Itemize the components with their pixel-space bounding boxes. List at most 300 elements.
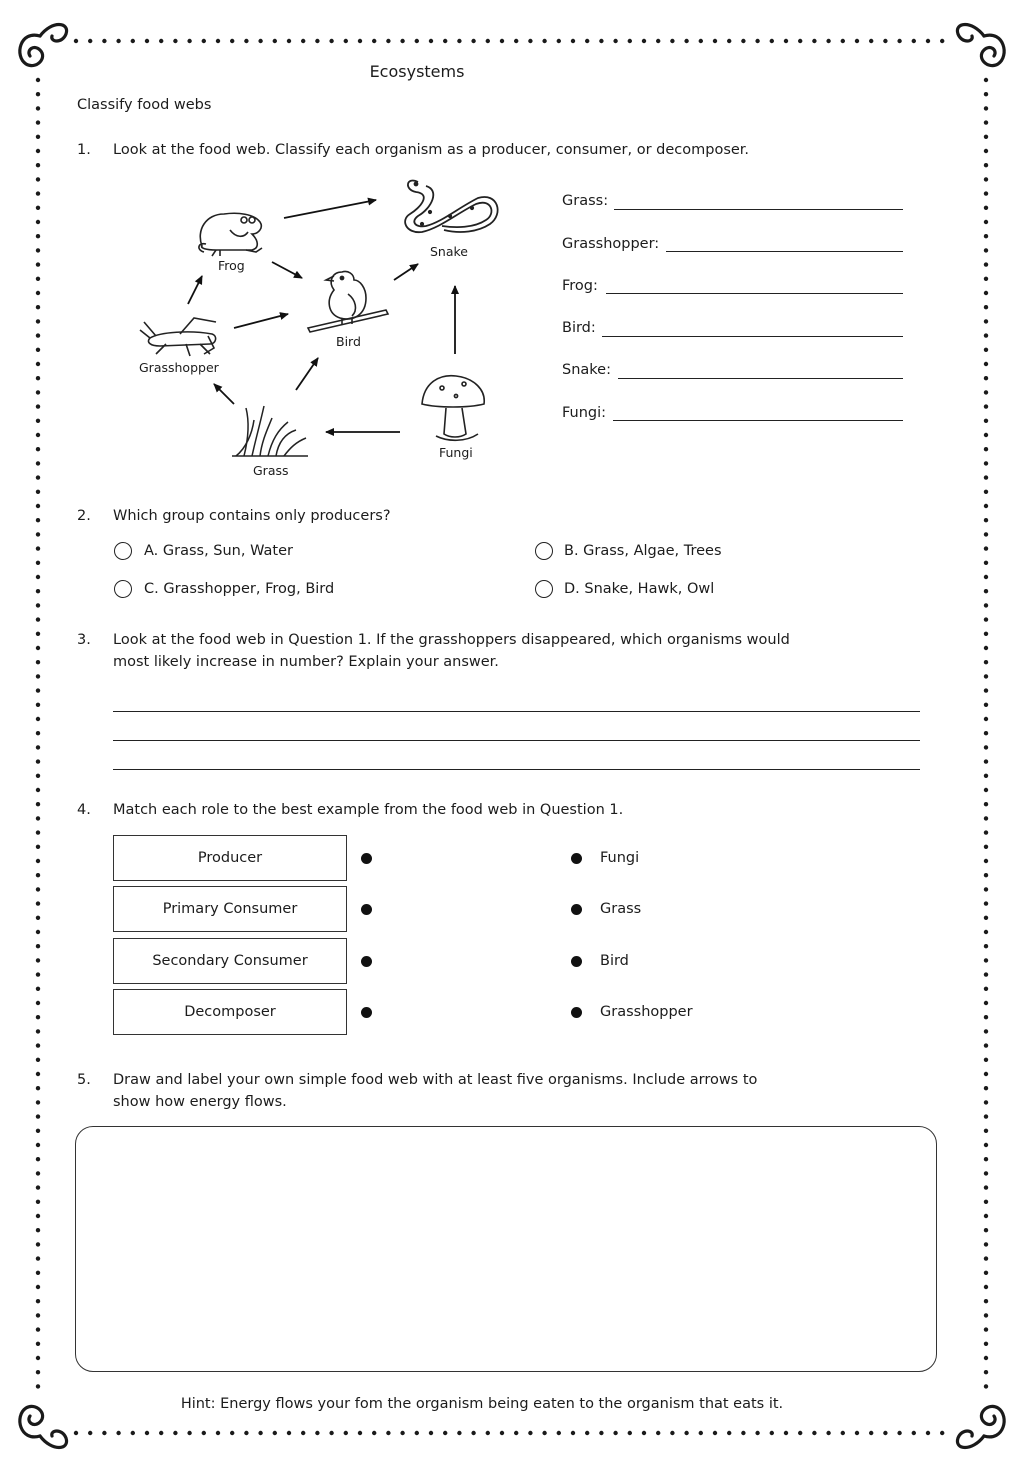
border-dot xyxy=(315,39,319,43)
border-dot xyxy=(984,191,988,195)
border-dot xyxy=(984,674,988,678)
border-dot xyxy=(940,1431,944,1435)
border-dot xyxy=(36,319,40,323)
border-dot xyxy=(984,1214,988,1218)
border-dot xyxy=(984,987,988,991)
border-dot xyxy=(471,39,475,43)
answer-label-frog: Frog: xyxy=(562,278,598,294)
border-dot xyxy=(36,745,40,749)
border-dot xyxy=(984,135,988,139)
border-dot xyxy=(984,845,988,849)
border-dot xyxy=(984,461,988,465)
grass-icon xyxy=(232,406,308,456)
border-dot xyxy=(984,92,988,96)
border-dot xyxy=(984,1200,988,1204)
border-dot xyxy=(36,163,40,167)
border-dot xyxy=(131,39,135,43)
hint-text: Hint: Energy flows your fom the organism being eaten to the organism that eats it. xyxy=(180,1396,784,1412)
border-dot xyxy=(457,1431,461,1435)
page-title: Ecosystems xyxy=(369,62,465,81)
answer-field-frog[interactable] xyxy=(606,293,903,294)
border-dot xyxy=(713,1431,717,1435)
border-dot xyxy=(984,632,988,636)
label-snake: Snake xyxy=(430,244,469,259)
border-dot xyxy=(36,461,40,465)
border-dot xyxy=(36,1356,40,1360)
border-dot xyxy=(36,788,40,792)
border-dot xyxy=(984,433,988,437)
border-dot xyxy=(36,731,40,735)
border-dot xyxy=(984,561,988,565)
border-dot xyxy=(670,39,674,43)
border-dot xyxy=(984,788,988,792)
border-dot xyxy=(36,518,40,522)
option-d-radio[interactable] xyxy=(535,580,553,598)
border-dot xyxy=(984,646,988,650)
border-dot xyxy=(36,376,40,380)
border-dot xyxy=(869,39,873,43)
border-dot xyxy=(36,404,40,408)
border-dot xyxy=(500,39,504,43)
border-dot xyxy=(984,376,988,380)
example-dot-grasshopper[interactable] xyxy=(571,1007,582,1018)
border-dot xyxy=(202,1431,206,1435)
q5-text-line1: Draw and label your own simple food web with at least five organisms. Include arrows to xyxy=(113,1072,758,1088)
role-dot-primary-consumer[interactable] xyxy=(361,904,372,915)
border-dot xyxy=(88,39,92,43)
border-dot xyxy=(984,1327,988,1331)
border-dot xyxy=(36,206,40,210)
border-dot xyxy=(585,1431,589,1435)
border-dot xyxy=(36,845,40,849)
border-dot xyxy=(36,177,40,181)
role-dot-decomposer[interactable] xyxy=(361,1007,372,1018)
border-dot xyxy=(36,1214,40,1218)
border-dot xyxy=(400,39,404,43)
role-dot-secondary-consumer[interactable] xyxy=(361,956,372,967)
border-dot xyxy=(599,39,603,43)
border-dot xyxy=(443,1431,447,1435)
border-dot xyxy=(984,333,988,337)
border-dot xyxy=(984,305,988,309)
border-dot xyxy=(36,1185,40,1189)
border-dot xyxy=(984,1157,988,1161)
border-dot xyxy=(984,944,988,948)
border-dot xyxy=(36,92,40,96)
border-dot xyxy=(670,1431,674,1435)
border-dot xyxy=(36,1370,40,1374)
border-dot xyxy=(770,1431,774,1435)
border-dot xyxy=(36,1256,40,1260)
border-dot xyxy=(812,39,816,43)
border-dot xyxy=(36,1327,40,1331)
border-dot xyxy=(202,39,206,43)
option-c-label: C. Grasshopper, Frog, Bird xyxy=(144,581,335,597)
border-dot xyxy=(557,39,561,43)
border-dot xyxy=(984,1271,988,1275)
border-dot xyxy=(984,802,988,806)
border-dot xyxy=(984,1043,988,1047)
border-dot xyxy=(486,1431,490,1435)
border-dot xyxy=(36,802,40,806)
border-dot xyxy=(36,333,40,337)
border-dot xyxy=(984,1242,988,1246)
border-dot xyxy=(984,291,988,295)
answer-label-fungi: Fungi: xyxy=(562,405,607,421)
border-dot xyxy=(131,1431,135,1435)
border-dot xyxy=(984,447,988,451)
border-dot xyxy=(855,39,859,43)
border-dot xyxy=(798,1431,802,1435)
border-dot xyxy=(36,774,40,778)
border-dot xyxy=(36,589,40,593)
border-dot xyxy=(36,646,40,650)
answer-field-grass[interactable] xyxy=(614,209,903,210)
border-dot xyxy=(984,163,988,167)
border-dot xyxy=(784,39,788,43)
border-dot xyxy=(36,617,40,621)
border-dot xyxy=(897,39,901,43)
border-dot xyxy=(301,39,305,43)
border-dot xyxy=(216,1431,220,1435)
border-dot xyxy=(727,39,731,43)
q3-number: 3. xyxy=(77,632,91,648)
example-dot-fungi[interactable] xyxy=(571,853,582,864)
border-dot xyxy=(400,1431,404,1435)
answer-field-bird[interactable] xyxy=(602,336,903,337)
border-dot xyxy=(984,518,988,522)
role-dot-producer[interactable] xyxy=(361,853,372,864)
page-subtitle: Classify food webs xyxy=(77,97,212,113)
border-dot xyxy=(116,39,120,43)
option-d-label: D. Snake, Hawk, Owl xyxy=(564,581,715,597)
role-box-primary-consumer: Primary Consumer xyxy=(113,886,347,932)
border-dot xyxy=(358,39,362,43)
border-dot xyxy=(486,39,490,43)
border-dot xyxy=(984,1370,988,1374)
border-dot xyxy=(984,816,988,820)
border-dot xyxy=(727,1431,731,1435)
border-dot xyxy=(36,561,40,565)
border-dot xyxy=(984,1185,988,1189)
border-dot xyxy=(443,39,447,43)
border-dot xyxy=(36,674,40,678)
q5-text-line2: show how energy flows. xyxy=(113,1094,287,1110)
border-dot xyxy=(102,39,106,43)
answer-label-grass: Grass: xyxy=(562,193,609,209)
border-dot xyxy=(713,39,717,43)
border-dot xyxy=(528,39,532,43)
border-dot xyxy=(36,532,40,536)
border-dot xyxy=(102,1431,106,1435)
border-dot xyxy=(557,1431,561,1435)
border-dot xyxy=(36,433,40,437)
border-dot xyxy=(984,1228,988,1232)
border-dot xyxy=(36,106,40,110)
border-dot xyxy=(36,1043,40,1047)
example-dot-bird[interactable] xyxy=(571,956,582,967)
drawing-area[interactable] xyxy=(75,1126,937,1372)
border-dot xyxy=(841,1431,845,1435)
border-dot xyxy=(36,1086,40,1090)
example-dot-grass[interactable] xyxy=(571,904,582,915)
border-dot xyxy=(984,703,988,707)
border-dot xyxy=(36,958,40,962)
border-dot xyxy=(36,390,40,394)
border-dot xyxy=(628,39,632,43)
border-dot xyxy=(984,1256,988,1260)
border-dot xyxy=(36,1058,40,1062)
border-dot xyxy=(36,603,40,607)
border-dot xyxy=(36,291,40,295)
answer-field-grasshopper[interactable] xyxy=(666,251,903,252)
q2-text: Which group contains only producers? xyxy=(113,508,391,524)
border-dot xyxy=(36,873,40,877)
border-dot xyxy=(36,1157,40,1161)
answer-field-snake[interactable] xyxy=(618,378,903,379)
border-dot xyxy=(230,39,234,43)
border-dot xyxy=(145,1431,149,1435)
border-dot xyxy=(798,39,802,43)
border-dot xyxy=(984,617,988,621)
border-dot xyxy=(984,745,988,749)
border-dot xyxy=(984,1129,988,1133)
border-dot xyxy=(36,504,40,508)
border-dot xyxy=(984,78,988,82)
option-b-radio[interactable] xyxy=(535,542,553,560)
border-dot xyxy=(628,1431,632,1435)
border-dot xyxy=(36,362,40,366)
border-dot xyxy=(372,1431,376,1435)
border-dot xyxy=(329,1431,333,1435)
border-dot xyxy=(315,1431,319,1435)
border-dot xyxy=(74,1431,78,1435)
q4-text: Match each role to the best example from the food web in Question 1. xyxy=(113,802,624,818)
border-dot xyxy=(36,1015,40,1019)
border-dot xyxy=(883,1431,887,1435)
border-dot xyxy=(36,220,40,224)
border-dot xyxy=(897,1431,901,1435)
q1-number: 1. xyxy=(77,142,91,158)
border-dot xyxy=(344,39,348,43)
q4-number: 4. xyxy=(77,802,91,818)
border-dot xyxy=(36,1242,40,1246)
border-dot xyxy=(36,660,40,664)
border-dot xyxy=(984,1058,988,1062)
example-label-grass: Grass xyxy=(600,901,642,917)
option-a-radio[interactable] xyxy=(114,542,132,560)
border-dot xyxy=(36,546,40,550)
border-dot xyxy=(984,177,988,181)
border-dot xyxy=(329,39,333,43)
border-dot xyxy=(36,717,40,721)
border-dot xyxy=(812,1431,816,1435)
bird-icon xyxy=(308,271,388,332)
border-dot xyxy=(755,1431,759,1435)
border-dot xyxy=(684,1431,688,1435)
border-dot xyxy=(656,1431,660,1435)
border-dot xyxy=(429,1431,433,1435)
border-dot xyxy=(36,1285,40,1289)
border-dot xyxy=(984,916,988,920)
border-dot xyxy=(500,1431,504,1435)
border-dot xyxy=(244,1431,248,1435)
border-dot xyxy=(599,1431,603,1435)
border-dot xyxy=(36,987,40,991)
option-b-label: B. Grass, Algae, Trees xyxy=(564,543,722,559)
border-dot xyxy=(984,206,988,210)
border-dot xyxy=(984,220,988,224)
border-dot xyxy=(984,1015,988,1019)
border-dot xyxy=(984,1342,988,1346)
border-dot xyxy=(36,1342,40,1346)
border-dot xyxy=(36,348,40,352)
border-dot xyxy=(258,1431,262,1435)
border-dot xyxy=(36,944,40,948)
border-dot xyxy=(187,39,191,43)
border-dot xyxy=(984,475,988,479)
border-dot xyxy=(36,1129,40,1133)
border-dot xyxy=(984,873,988,877)
example-label-fungi: Fungi xyxy=(600,850,640,866)
q3-answer-line-3[interactable] xyxy=(113,769,920,770)
border-dot xyxy=(145,39,149,43)
border-dot xyxy=(984,1384,988,1388)
border-dot xyxy=(36,1384,40,1388)
energy-arrows xyxy=(188,200,455,432)
border-dot xyxy=(74,39,78,43)
label-grasshopper: Grasshopper xyxy=(139,360,219,375)
border-dot xyxy=(514,39,518,43)
answer-field-fungi[interactable] xyxy=(613,420,903,421)
border-dot xyxy=(984,887,988,891)
border-dot xyxy=(36,1072,40,1076)
border-dot xyxy=(741,39,745,43)
border-dot xyxy=(984,575,988,579)
border-dot xyxy=(855,1431,859,1435)
label-bird: Bird xyxy=(336,334,361,349)
border-dot xyxy=(36,1029,40,1033)
border-dot xyxy=(36,859,40,863)
border-dot xyxy=(984,830,988,834)
fungi-icon xyxy=(422,376,484,441)
border-dot xyxy=(912,39,916,43)
border-dot xyxy=(36,575,40,579)
border-dot xyxy=(869,1431,873,1435)
border-dot xyxy=(187,1431,191,1435)
food-web-diagram xyxy=(120,168,520,488)
border-dot xyxy=(613,1431,617,1435)
border-dot xyxy=(159,39,163,43)
border-dot xyxy=(984,106,988,110)
q3-text-line1: Look at the food web in Question 1. If the grasshoppers disappeared, which organisms would xyxy=(113,632,790,648)
border-dot xyxy=(984,149,988,153)
answer-label-bird: Bird: xyxy=(562,320,596,336)
border-dot xyxy=(741,1431,745,1435)
example-label-grasshopper: Grasshopper xyxy=(600,1004,693,1020)
border-dot xyxy=(36,1228,40,1232)
border-dot xyxy=(826,39,830,43)
border-dot xyxy=(699,1431,703,1435)
border-dot xyxy=(258,39,262,43)
border-dot xyxy=(273,39,277,43)
border-dot xyxy=(457,39,461,43)
border-dot xyxy=(642,39,646,43)
border-dot xyxy=(36,688,40,692)
border-dot xyxy=(656,39,660,43)
border-dot xyxy=(926,39,930,43)
border-dot xyxy=(984,1072,988,1076)
border-dot xyxy=(984,688,988,692)
border-dot xyxy=(984,759,988,763)
border-dot xyxy=(984,120,988,124)
border-dot xyxy=(36,632,40,636)
border-dot xyxy=(116,1431,120,1435)
border-dot xyxy=(36,1200,40,1204)
border-dot xyxy=(841,39,845,43)
border-dot xyxy=(36,490,40,494)
border-dot xyxy=(984,1029,988,1033)
border-dot xyxy=(784,1431,788,1435)
border-dot xyxy=(36,1001,40,1005)
border-dot xyxy=(36,1313,40,1317)
grasshopper-icon xyxy=(140,318,216,356)
border-dot xyxy=(984,901,988,905)
border-dot xyxy=(415,39,419,43)
border-dot xyxy=(984,348,988,352)
border-dot xyxy=(36,830,40,834)
border-dot xyxy=(36,1114,40,1118)
q3-answer-line-2[interactable] xyxy=(113,740,920,741)
border-dot xyxy=(273,1431,277,1435)
border-dot xyxy=(684,39,688,43)
border-dot xyxy=(984,404,988,408)
border-dot xyxy=(984,532,988,536)
border-dot xyxy=(542,1431,546,1435)
border-dot xyxy=(755,39,759,43)
border-dot xyxy=(642,1431,646,1435)
label-grass: Grass xyxy=(253,463,289,478)
option-a-label: A. Grass, Sun, Water xyxy=(144,543,293,559)
border-dot xyxy=(36,135,40,139)
border-dot xyxy=(36,262,40,266)
border-dot xyxy=(358,1431,362,1435)
border-dot xyxy=(826,1431,830,1435)
border-dot xyxy=(36,191,40,195)
frog-icon xyxy=(199,213,262,256)
border-dot xyxy=(36,887,40,891)
border-dot xyxy=(471,1431,475,1435)
option-c-radio[interactable] xyxy=(114,580,132,598)
q3-text-line2: most likely increase in number? Explain your answer. xyxy=(113,654,499,670)
answer-label-grasshopper: Grasshopper: xyxy=(562,236,660,252)
border-dot xyxy=(216,39,220,43)
q3-answer-line-1[interactable] xyxy=(113,711,920,712)
border-dot xyxy=(984,1285,988,1289)
border-dot xyxy=(984,362,988,366)
border-dot xyxy=(386,39,390,43)
border-dot xyxy=(613,39,617,43)
q1-text: Look at the food web. Classify each organism as a producer, consumer, or decomposer. xyxy=(113,142,750,158)
border-dot xyxy=(984,731,988,735)
border-dot xyxy=(36,1271,40,1275)
answer-label-snake: Snake: xyxy=(562,362,611,378)
border-dot xyxy=(984,504,988,508)
border-dot xyxy=(912,1431,916,1435)
border-dot xyxy=(940,39,944,43)
border-dot xyxy=(344,1431,348,1435)
border-dot xyxy=(244,39,248,43)
